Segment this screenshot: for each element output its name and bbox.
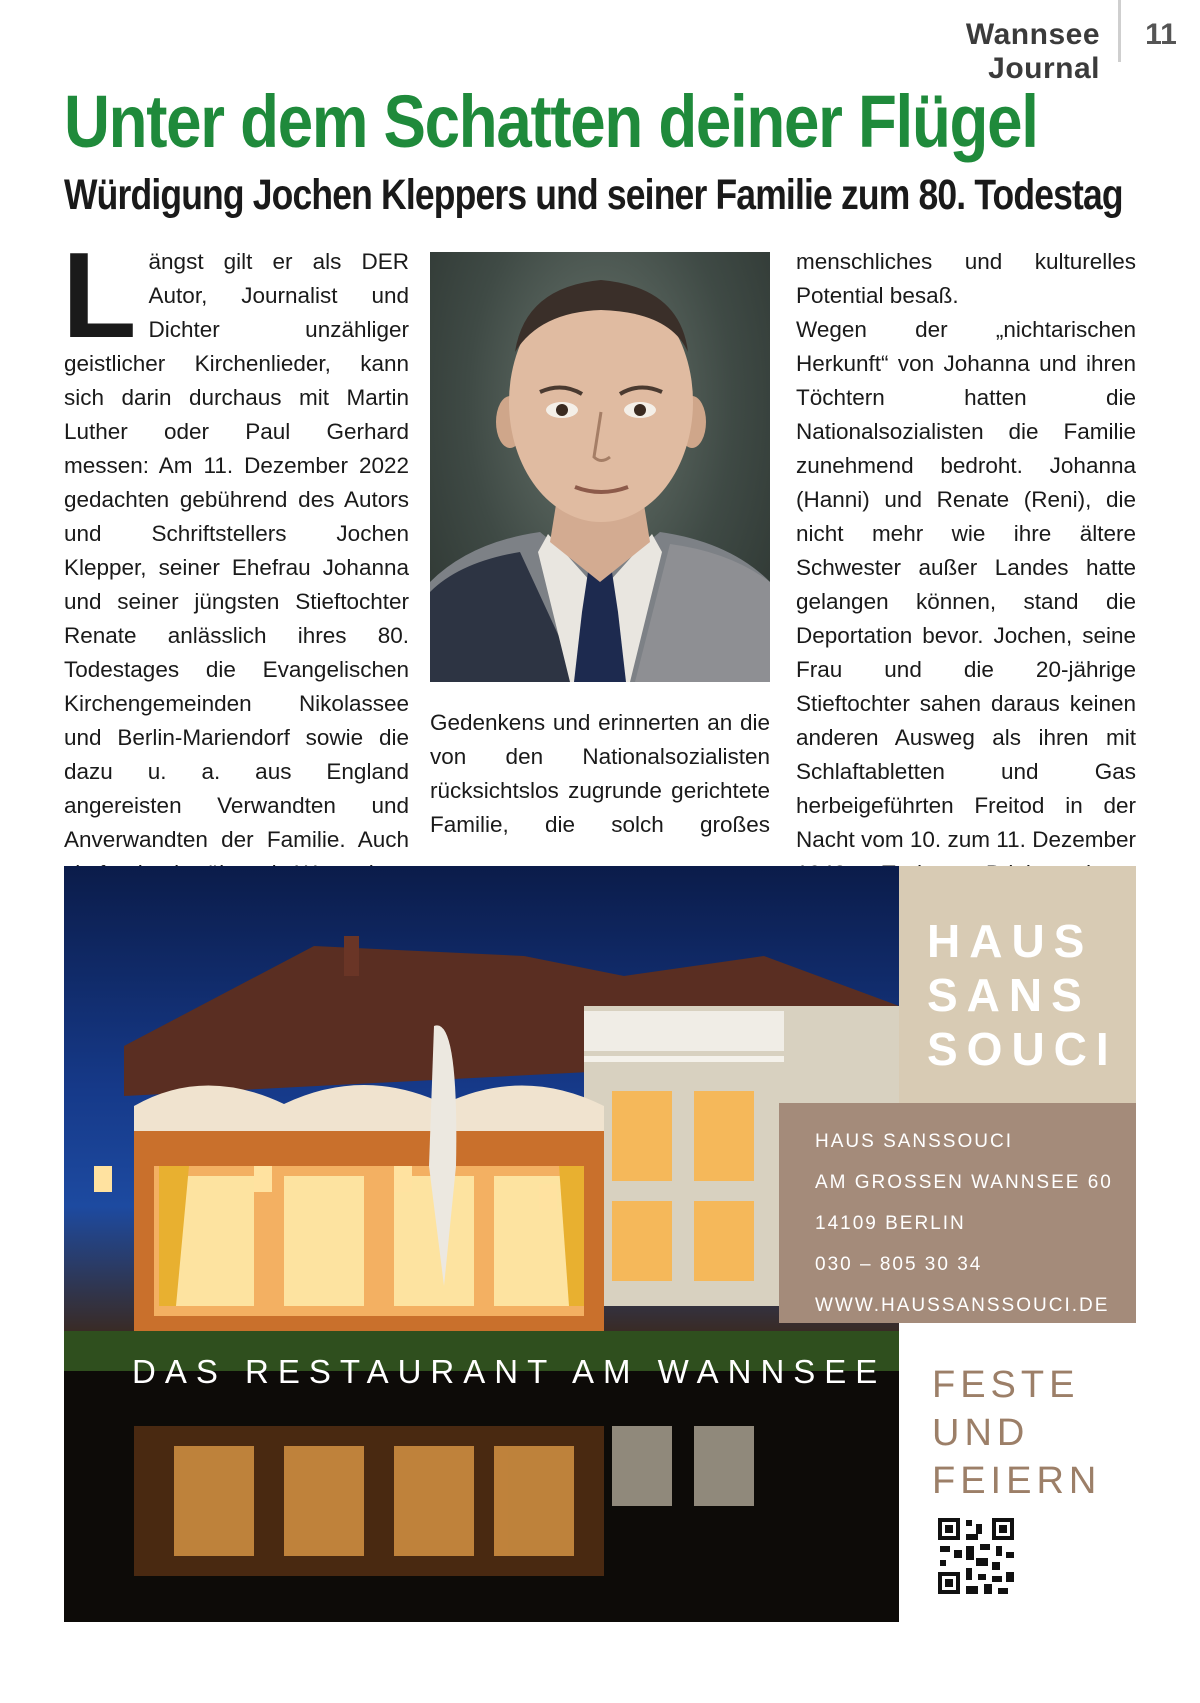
column-1-text: ängst gilt er als DER Autor, Journalist und Dichter unzähliger geistlicher Kirchenlieder, kann sich darin durchaus mit Martin Luther oder Paul Gerhard messen: Am 11. Dezember 2022 gedachten gebührend des Autors und Schriftstellers Jochen Klepper, seiner Ehefrau Johanna und seiner jüngsten Stieftochter Renate anlässlich ihres 80. Todestages die Evangelischen Kirchengemeinden Nikolassee und Berlin-Mariendorf sowie die dazu u. a. aus England angereisten Verwandten und Anverwandten der Familie. Auch: [64, 249, 409, 852]
portrait-illustration: [430, 252, 770, 682]
info-website-link[interactable]: WWW.HAUSSANSSOUCI.DE: [815, 1295, 1110, 1316]
logo-text: HAUS SANS SOUCI: [927, 915, 1118, 1075]
article-subheadline: Würdigung Jochen Kleppers und seiner Familie zum 80. Todestag: [64, 171, 1123, 219]
qr-code-icon[interactable]: [936, 1516, 1016, 1596]
info-street: AM GROSSEN WANNSEE 60: [815, 1172, 1113, 1193]
page-number-divider: [1118, 0, 1121, 62]
jochen-klepper-portrait: [430, 252, 770, 682]
column-3-paragraph-2: Wegen der „nichtarischen Herkunft“ von Johanna und ihren Töchtern hatten die Nationalsozialisten die Familie zunehmend bedroht. Johanna (Hanni) und Renate (Reni), die nicht mehr wie ihre ältere Schwester außer Landes hatte gelangen können, stand die Deportation bevor. Jochen, seine Frau und die 20-jährige Stieftochter sahen daraus keinen anderen Ausweg als ihren mit Schlaftabletten und Gas herbeigeführten Freitod in der Nacht vom 10. zum 11. Dezember: [796, 317, 1136, 852]
info-city: 14109 BERLIN: [815, 1213, 966, 1234]
article-column-1: [62, 227, 409, 891]
column-3-paragraph-1: menschliches und kulturelles Potential besaß.: [796, 249, 1136, 308]
haus-sanssouci-logo: [899, 866, 1136, 1103]
column-2-text: Gedenkens und erinnerten an die von den Nationalsozialisten rücksichtslos zugrunde gerichtete Familie, die solch großes: [430, 710, 770, 837]
contact-info-box: [779, 1103, 1136, 1323]
journal-name: Wannsee Journal: [965, 18, 1100, 85]
restaurant-advertisement[interactable]: [64, 866, 1136, 1622]
restaurant-illustration: [64, 866, 899, 1622]
restaurant-tagline: DAS RESTAURANT AM WANNSEE: [132, 1353, 887, 1390]
info-phone: 030 – 805 30 34: [815, 1254, 983, 1275]
page-number: 11: [1145, 18, 1177, 51]
article-column-3: [796, 245, 1136, 891]
info-name: HAUS SANSSOUCI: [815, 1131, 1013, 1152]
feste-und-feiern-text: FESTE UND FEIERN: [932, 1364, 1102, 1502]
restaurant-photo: [64, 866, 899, 1622]
article-headline: Unter dem Schatten deiner Flügel: [64, 80, 1038, 163]
dropcap-letter: L: [62, 227, 137, 363]
article-column-2: [430, 706, 770, 842]
